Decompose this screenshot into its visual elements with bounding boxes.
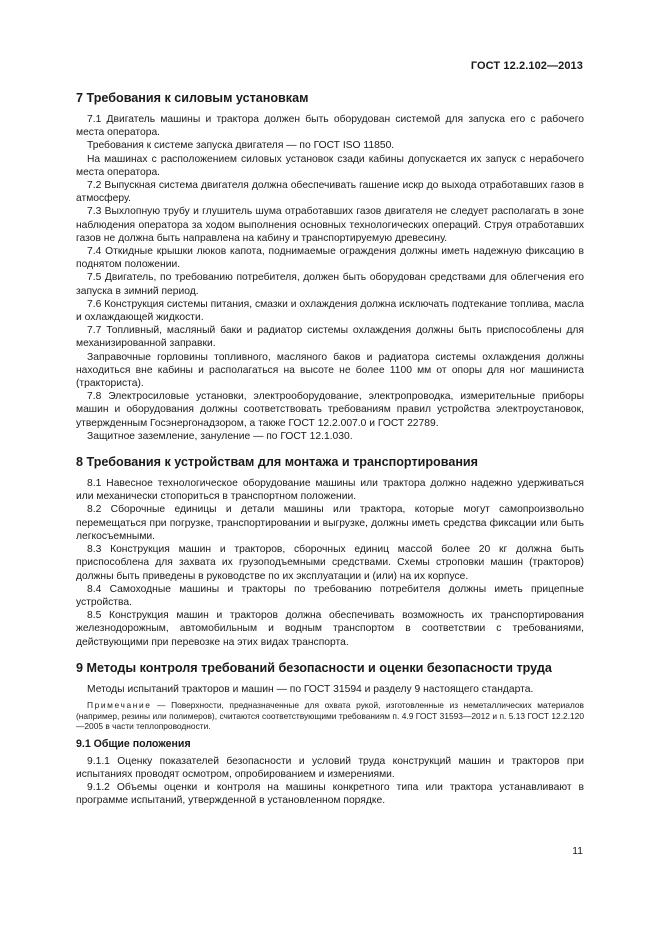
- document-standard-number: ГОСТ 12.2.102—2013: [470, 60, 583, 72]
- paragraph: 8.4 Самоходные машины и тракторы по требованию потребителя должны иметь прицепные устройства.: [76, 583, 584, 608]
- page-number: 11: [572, 846, 583, 857]
- note: [76, 700, 584, 732]
- paragraph: 9.1.1 Оценку показателей безопасности и условий труда конструкций машин и тракторов при испытаниях проводят осмотром, опробированием и измерениями.: [76, 755, 584, 780]
- paragraph: 8.1 Навесное технологическое оборудование машины или трактора должно надежно удерживаться или механически стопориться в транспортном положении.: [76, 478, 584, 503]
- section-title: 7 Требования к силовым установкам: [76, 91, 309, 105]
- paragraph: Методы испытаний тракторов и машин — по ГОСТ 31594 и разделу 9 настоящего стандарта.: [87, 683, 534, 695]
- paragraph: Требования к системе запуска двигателя — по ГОСТ ISO 11850.: [87, 140, 395, 152]
- paragraph: 7.1 Двигатель машины и трактора должен быть оборудован системой для запуска его с рабочего места оператора.: [76, 114, 584, 139]
- paragraph: 8.3 Конструкция машин и тракторов, сборочных единиц массой более 20 кг должна быть приспособлена для захвата их грузоподъемными средствами. Схемы строповки машин (тракторов) должны быть приведены в руководстве по их эксплуатации и (или) на их корпусе.: [76, 544, 584, 582]
- paragraph: 7.4 Откидные крышки люков капота, поднимаемые ограждения должны иметь надежную фиксацию в поднятом положении.: [76, 246, 584, 271]
- section-title: 8 Требования к устройствам для монтажа и транспортирования: [76, 455, 479, 470]
- section-8: [76, 455, 584, 649]
- subsection-title: 9.1 Общие положения: [76, 737, 191, 750]
- paragraph: Заправочные горловины топливного, масляного баков и радиатора системы охлаждения должны находиться вне кабины и располагаться на высоте не более 1100 мм от опоры для ног машиниста (тракториста).: [76, 351, 584, 390]
- paragraph: 8.2 Сборочные единицы и детали машины или трактора, которые могут самопроизвольно перемещаться при погрузке, транспортировании и выгрузке, должны иметь средства фиксации или быть легкосъемными.: [76, 504, 584, 542]
- paragraph: 9.1.2 Объемы оценки и контроля на машины конкретного типа или трактора устанавливают в программе испытаний, утвержденной в установленном порядке.: [76, 782, 584, 807]
- section-title: 9 Методы контроля требований безопасности и оценки безопасности труда: [76, 660, 552, 675]
- paragraph: 7.6 Конструкция системы питания, смазки и охлаждения должна исключать подтекание топлива, масла и охлаждающей жидкости.: [76, 298, 584, 324]
- paragraph: 7.8 Электросиловые установки, электрооборудование, электропроводка, измерительные приборы машин и оборудования должны соответствовать требованиям правил устройства электроустановок, утвержденным Госэнергонадзором, а также ГОСТ 12.2.007.0 и ГОСТ 22789.: [76, 391, 584, 429]
- paragraph: Защитное заземление, зануление — по ГОСТ 12.1.030.: [87, 430, 353, 442]
- paragraph: 8.5 Конструкция машин и тракторов должна обеспечивать возможность их транспортирования железнодорожным, автомобильным и водным транспортом в соответствии с требованиями, действующими при перевозке на этих видах транспорта.: [76, 610, 584, 648]
- section-9: [76, 661, 584, 808]
- note-label: Примечание: [87, 699, 152, 710]
- paragraph: 7.7 Топливный, масляный баки и радиатор системы охлаждения должны быть приспособлены для механизированной заправки.: [76, 325, 584, 350]
- section-7: [76, 91, 584, 443]
- paragraph: 7.2 Выпускная система двигателя должна обеспечивать гашение искр до выхода отработавших газов в атмосферу.: [76, 180, 584, 205]
- paragraph: На машинах с расположением силовых установок сзади кабины допускается их запуск с нерабочего места оператора.: [76, 153, 584, 178]
- paragraph: 7.3 Выхлопную трубу и глушитель шума отработавших газов двигателя не следует располагать в зоне наблюдения оператора за ходом выполнения основных технологических операций. Струя отработавших газов не должна быть направлена на кабину и транспортируемую древесину.: [76, 206, 584, 244]
- note-text: — Поверхности, предназначенные для охвата рукой, изготовленные из неметаллических материалов (например, резины или полимеров), считаются соответствующими требованиям п. 4.9 ГОСТ 31593—2012 и п. 5.13 ГОСТ 12.2.120—2005 в части теплопроводности.: [76, 699, 584, 732]
- document-body: [76, 91, 584, 808]
- paragraph: 7.5 Двигатель, по требованию потребителя, должен быть оборудован средствами для облегчения его запуска в зимний период.: [76, 272, 584, 297]
